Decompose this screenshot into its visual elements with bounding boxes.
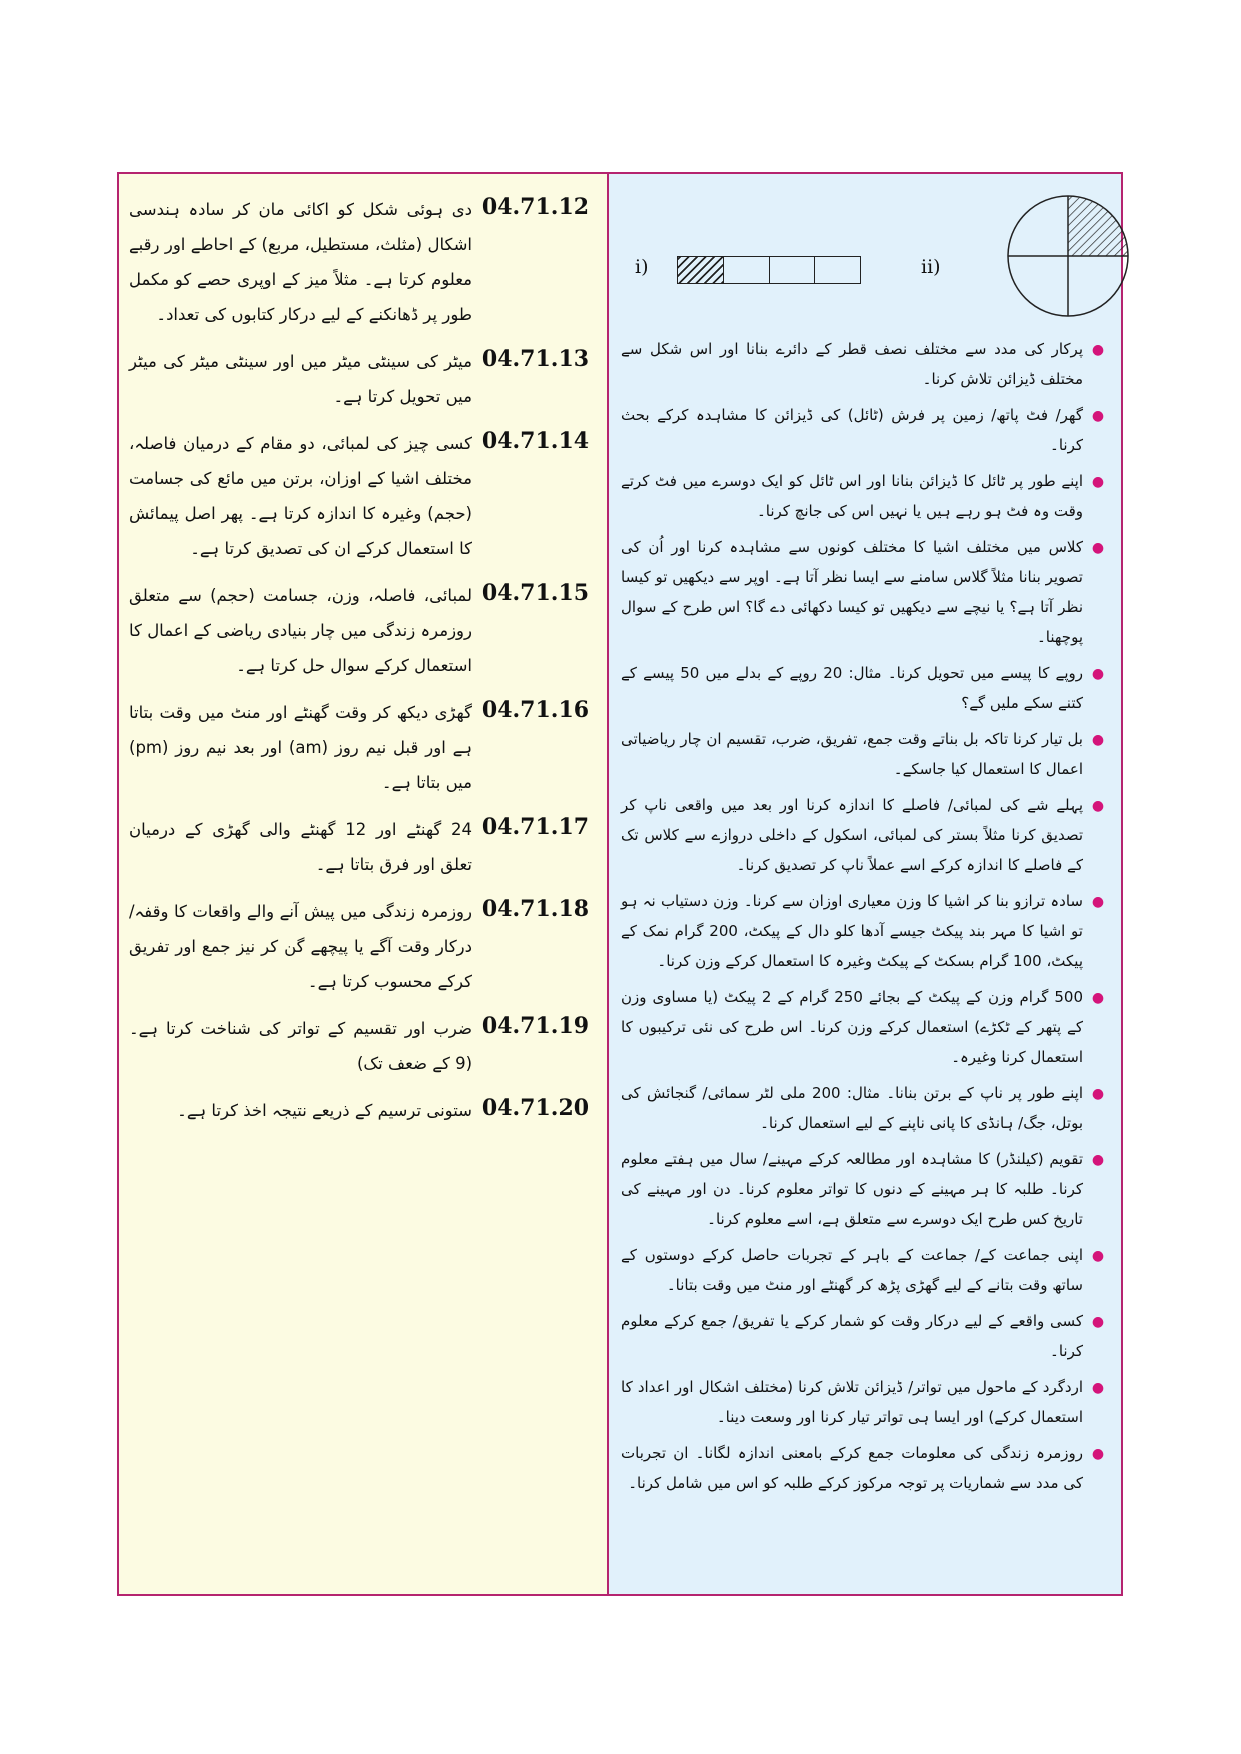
bar-cell	[770, 257, 816, 283]
outcome-row	[129, 1093, 593, 1128]
activity-text: تقویم (کیلنڈر) کا مشاہدہ اور مطالعہ کرکے مہینے/ سال میں ہفتے معلوم کرنا۔ طلبہ کا ہر مہینے کے دنوں کا تواتر معلوم کرنا۔ دن اور مہینے کی تاریخ کس طرح ایک دوسرے سے متعلق ہے، اسے معلوم کرنا۔	[621, 1150, 1083, 1228]
fraction-bar-figure	[677, 256, 861, 284]
outcome-row	[129, 695, 593, 800]
shaded-quarter	[1068, 196, 1128, 256]
activity-item	[621, 1144, 1107, 1234]
outcome-row	[129, 344, 593, 414]
bullet-icon: ●	[1091, 474, 1105, 490]
outcome-row	[129, 1011, 593, 1081]
fraction-circle-figure	[1006, 194, 1130, 318]
outcome-text: دی ہوئی شکل کو اکائی مان کر سادہ ہندسی اشکال (مثلث، مستطیل، مربع) کے احاطے اور رقبے معلوم کرتا ہے۔ مثلاً میز کے اوپری حصے کو مکمل طور پر ڈھانکنے کے لیے درکار کتابوں کی تعداد۔	[129, 200, 472, 324]
outcome-code: 04.71.17	[481, 814, 590, 840]
outcome-text: ستونی ترسیم کے ذریعے نتیجہ اخذ کرتا ہے۔	[177, 1101, 472, 1120]
outcome-text: میٹر کی سینٹی میٹر میں اور سینٹی میٹر کی میٹر میں تحویل کرتا ہے۔	[129, 352, 472, 406]
activity-item	[621, 334, 1107, 394]
activity-item	[621, 1372, 1107, 1432]
activity-item	[621, 790, 1107, 880]
activity-item	[621, 982, 1107, 1072]
bullet-icon: ●	[1091, 1314, 1105, 1330]
activity-text: پرکار کی مدد سے مختلف نصف قطر کے دائرے بنانا اور اس شکل سے مختلف ڈیزائن تلاش کرنا۔	[621, 340, 1083, 388]
content-table	[117, 172, 1123, 1596]
activity-item	[621, 1078, 1107, 1138]
outcome-text: 24 گھنٹے اور 12 گھنٹے والی گھڑی کے درمیان تعلق اور فرق بتاتا ہے۔	[129, 820, 472, 874]
activity-text: اپنے طور پر ناپ کے برتن بنانا۔ مثال: 200 ملی لٹر سمائی/ گنجائش کی بوتل، جگ/ ہانڈی کا پانی ناپنے کے لیے استعمال کرنا۔	[621, 1084, 1083, 1132]
bullet-icon: ●	[1091, 1248, 1105, 1264]
learning-outcomes-column	[119, 174, 609, 1594]
outcome-code: 04.71.19	[481, 1013, 590, 1039]
outcome-text: روزمرہ زندگی میں پیش آنے والے واقعات کا وقفہ/ درکار وقت آگے یا پیچھے گن کر نیز جمع اور تفریق کرکے محسوب کرتا ہے۔	[129, 902, 472, 991]
figure-label-i: i)	[635, 256, 649, 278]
activity-item	[621, 400, 1107, 460]
activity-text: پہلے شے کی لمبائی/ فاصلے کا اندازہ کرنا اور بعد میں واقعی ناپ کر تصدیق کرنا مثلاً بستر کی لمبائی، اسکول کے داخلی دروازے سے کلاس تک کے فاصلے کا اندازہ کرکے اسے عملاً ناپ کر تصدیق کرنا۔	[621, 796, 1083, 874]
fraction-figures	[621, 194, 1107, 324]
activities-column	[609, 174, 1121, 1594]
activity-text: اپنے طور پر ٹائل کا ڈیزائن بنانا اور اس ٹائل کو ایک دوسرے میں فٹ کرتے وقت وہ فٹ ہو رہے ہیں یا نہیں اس کی جانچ کرنا۔	[621, 472, 1083, 520]
outcome-code: 04.71.16	[481, 697, 590, 723]
activity-item	[621, 466, 1107, 526]
activity-text: کسی واقعے کے لیے درکار وقت کو شمار کرکے یا تفریق/ جمع کرکے معلوم کرنا۔	[621, 1312, 1083, 1360]
bullet-icon: ●	[1091, 1380, 1105, 1396]
outcome-row	[129, 192, 593, 332]
outcome-text: کسی چیز کی لمبائی، دو مقام کے درمیان فاصلہ، مختلف اشیا کے اوزان، برتن میں مائع کی جسامت (حجم) وغیرہ کا اندازہ کرتا ہے۔ پھر اصل پیمائش کا استعمال کرکے ان کی تصدیق کرتا ہے۔	[129, 434, 472, 558]
bullet-icon: ●	[1091, 894, 1105, 910]
outcome-text: ضرب اور تقسیم کے تواتر کی شناخت کرتا ہے۔ (9 کے ضعف تک)	[129, 1019, 472, 1073]
outcome-text: لمبائی، فاصلہ، وزن، جسامت (حجم) سے متعلق روزمرہ زندگی میں چار بنیادی ریاضی کے اعمال کا استعمال کرکے سوال حل کرتا ہے۔	[129, 586, 472, 675]
outcome-code: 04.71.14	[481, 428, 590, 454]
activity-text: 500 گرام وزن کے پیکٹ کے بجائے 250 گرام کے 2 پیکٹ (یا مساوی وزن کے پتھر کے ٹکڑے) استعمال کرکے وزن کرنا۔ اس طرح کی نئی ترکیبوں کا استعمال کرنا وغیرہ۔	[621, 988, 1084, 1066]
activity-item	[621, 1240, 1107, 1300]
outcome-code: 04.71.12	[481, 194, 590, 220]
bullet-icon: ●	[1091, 732, 1105, 748]
outcome-code: 04.71.18	[481, 896, 590, 922]
outcome-row	[129, 426, 593, 566]
activity-text: اردگرد کے ماحول میں تواتر/ ڈیزائن تلاش کرنا (مختلف اشکال اور اعداد کا استعمال کرکے) اور ایسا ہی تواتر تیار کرنا اور وسعت دینا۔	[621, 1378, 1083, 1426]
activity-text: بل تیار کرنا تاکہ بل بناتے وقت جمع، تفریق، ضرب، تقسیم ان چار ریاضیاتی اعمال کا استعمال کیا جاسکے۔	[621, 730, 1083, 778]
outcome-row	[129, 812, 593, 882]
bullet-icon: ●	[1091, 540, 1105, 556]
bar-cell	[815, 257, 860, 283]
bullet-icon: ●	[1091, 408, 1105, 424]
activity-item	[621, 532, 1107, 652]
activity-text: روزمرہ زندگی کی معلومات جمع کرکے بامعنی اندازہ لگانا۔ ان تجربات کی مدد سے شماریات پر توجہ مرکوز کرکے طلبہ کو اس میں شامل کرنا۔	[621, 1444, 1083, 1492]
activity-text: کلاس میں مختلف اشیا کا مختلف کونوں سے مشاہدہ کرنا اور اُن کی تصویر بنانا مثلاً گلاس سامنے سے ایسا نظر آتا ہے۔ اوپر سے دیکھیں تو کیسا نظر آتا ہے؟ یا نیچے سے دیکھیں تو کیسا دکھائی دے گا؟ اس طرح کے سوال پوچھنا۔	[621, 538, 1083, 646]
outcome-code: 04.71.15	[481, 580, 590, 606]
outcome-code: 04.71.13	[481, 346, 590, 372]
activity-item	[621, 886, 1107, 976]
bullet-icon: ●	[1091, 990, 1105, 1006]
bullet-icon: ●	[1091, 1086, 1105, 1102]
outcome-row	[129, 894, 593, 999]
activity-text: سادہ ترازو بنا کر اشیا کا وزن معیاری اوزان سے کرنا۔ وزن دستیاب نہ ہو تو اشیا کا مہر بند پیکٹ جیسے آدھا کلو دال کے پیکٹ، 200 گرام نمک کے پیکٹ، 100 گرام بسکٹ کے پیکٹ وغیرہ کا استعمال کرکے وزن کرنا۔	[621, 892, 1083, 970]
bullet-icon: ●	[1091, 1446, 1105, 1462]
shaded-cell	[678, 257, 724, 283]
figure-label-ii: ii)	[921, 256, 941, 278]
bullet-icon: ●	[1091, 1152, 1105, 1168]
activity-item	[621, 1306, 1107, 1366]
bullet-icon: ●	[1091, 666, 1105, 682]
activity-text: روپے کا پیسے میں تحویل کرنا۔ مثال: 20 روپے کے بدلے میں 50 پیسے کے کتنے سکے ملیں گے؟	[621, 664, 1084, 712]
activity-item	[621, 1438, 1107, 1498]
outcome-text: گھڑی دیکھ کر وقت گھنٹے اور منٹ میں وقت بتاتا ہے اور قبل نیم روز (am) اور بعد نیم روز (pm) میں بتاتا ہے۔	[129, 703, 472, 792]
bar-cell	[724, 257, 770, 283]
bullet-icon: ●	[1091, 342, 1105, 358]
bullet-icon: ●	[1091, 798, 1105, 814]
activity-item	[621, 724, 1107, 784]
outcome-row	[129, 578, 593, 683]
activity-text: اپنی جماعت کے/ جماعت کے باہر کے تجربات حاصل کرکے دوستوں کے ساتھ وقت بتانے کے لیے گھڑی پڑھ کر گھنٹے اور منٹ میں وقت بتانا۔	[621, 1246, 1083, 1294]
activity-text: گھر/ فٹ پاتھ/ زمین پر فرش (ٹائل) کی ڈیزائن کا مشاہدہ کرکے بحث کرنا۔	[621, 406, 1083, 454]
outcome-code: 04.71.20	[481, 1095, 590, 1121]
activity-item	[621, 658, 1107, 718]
